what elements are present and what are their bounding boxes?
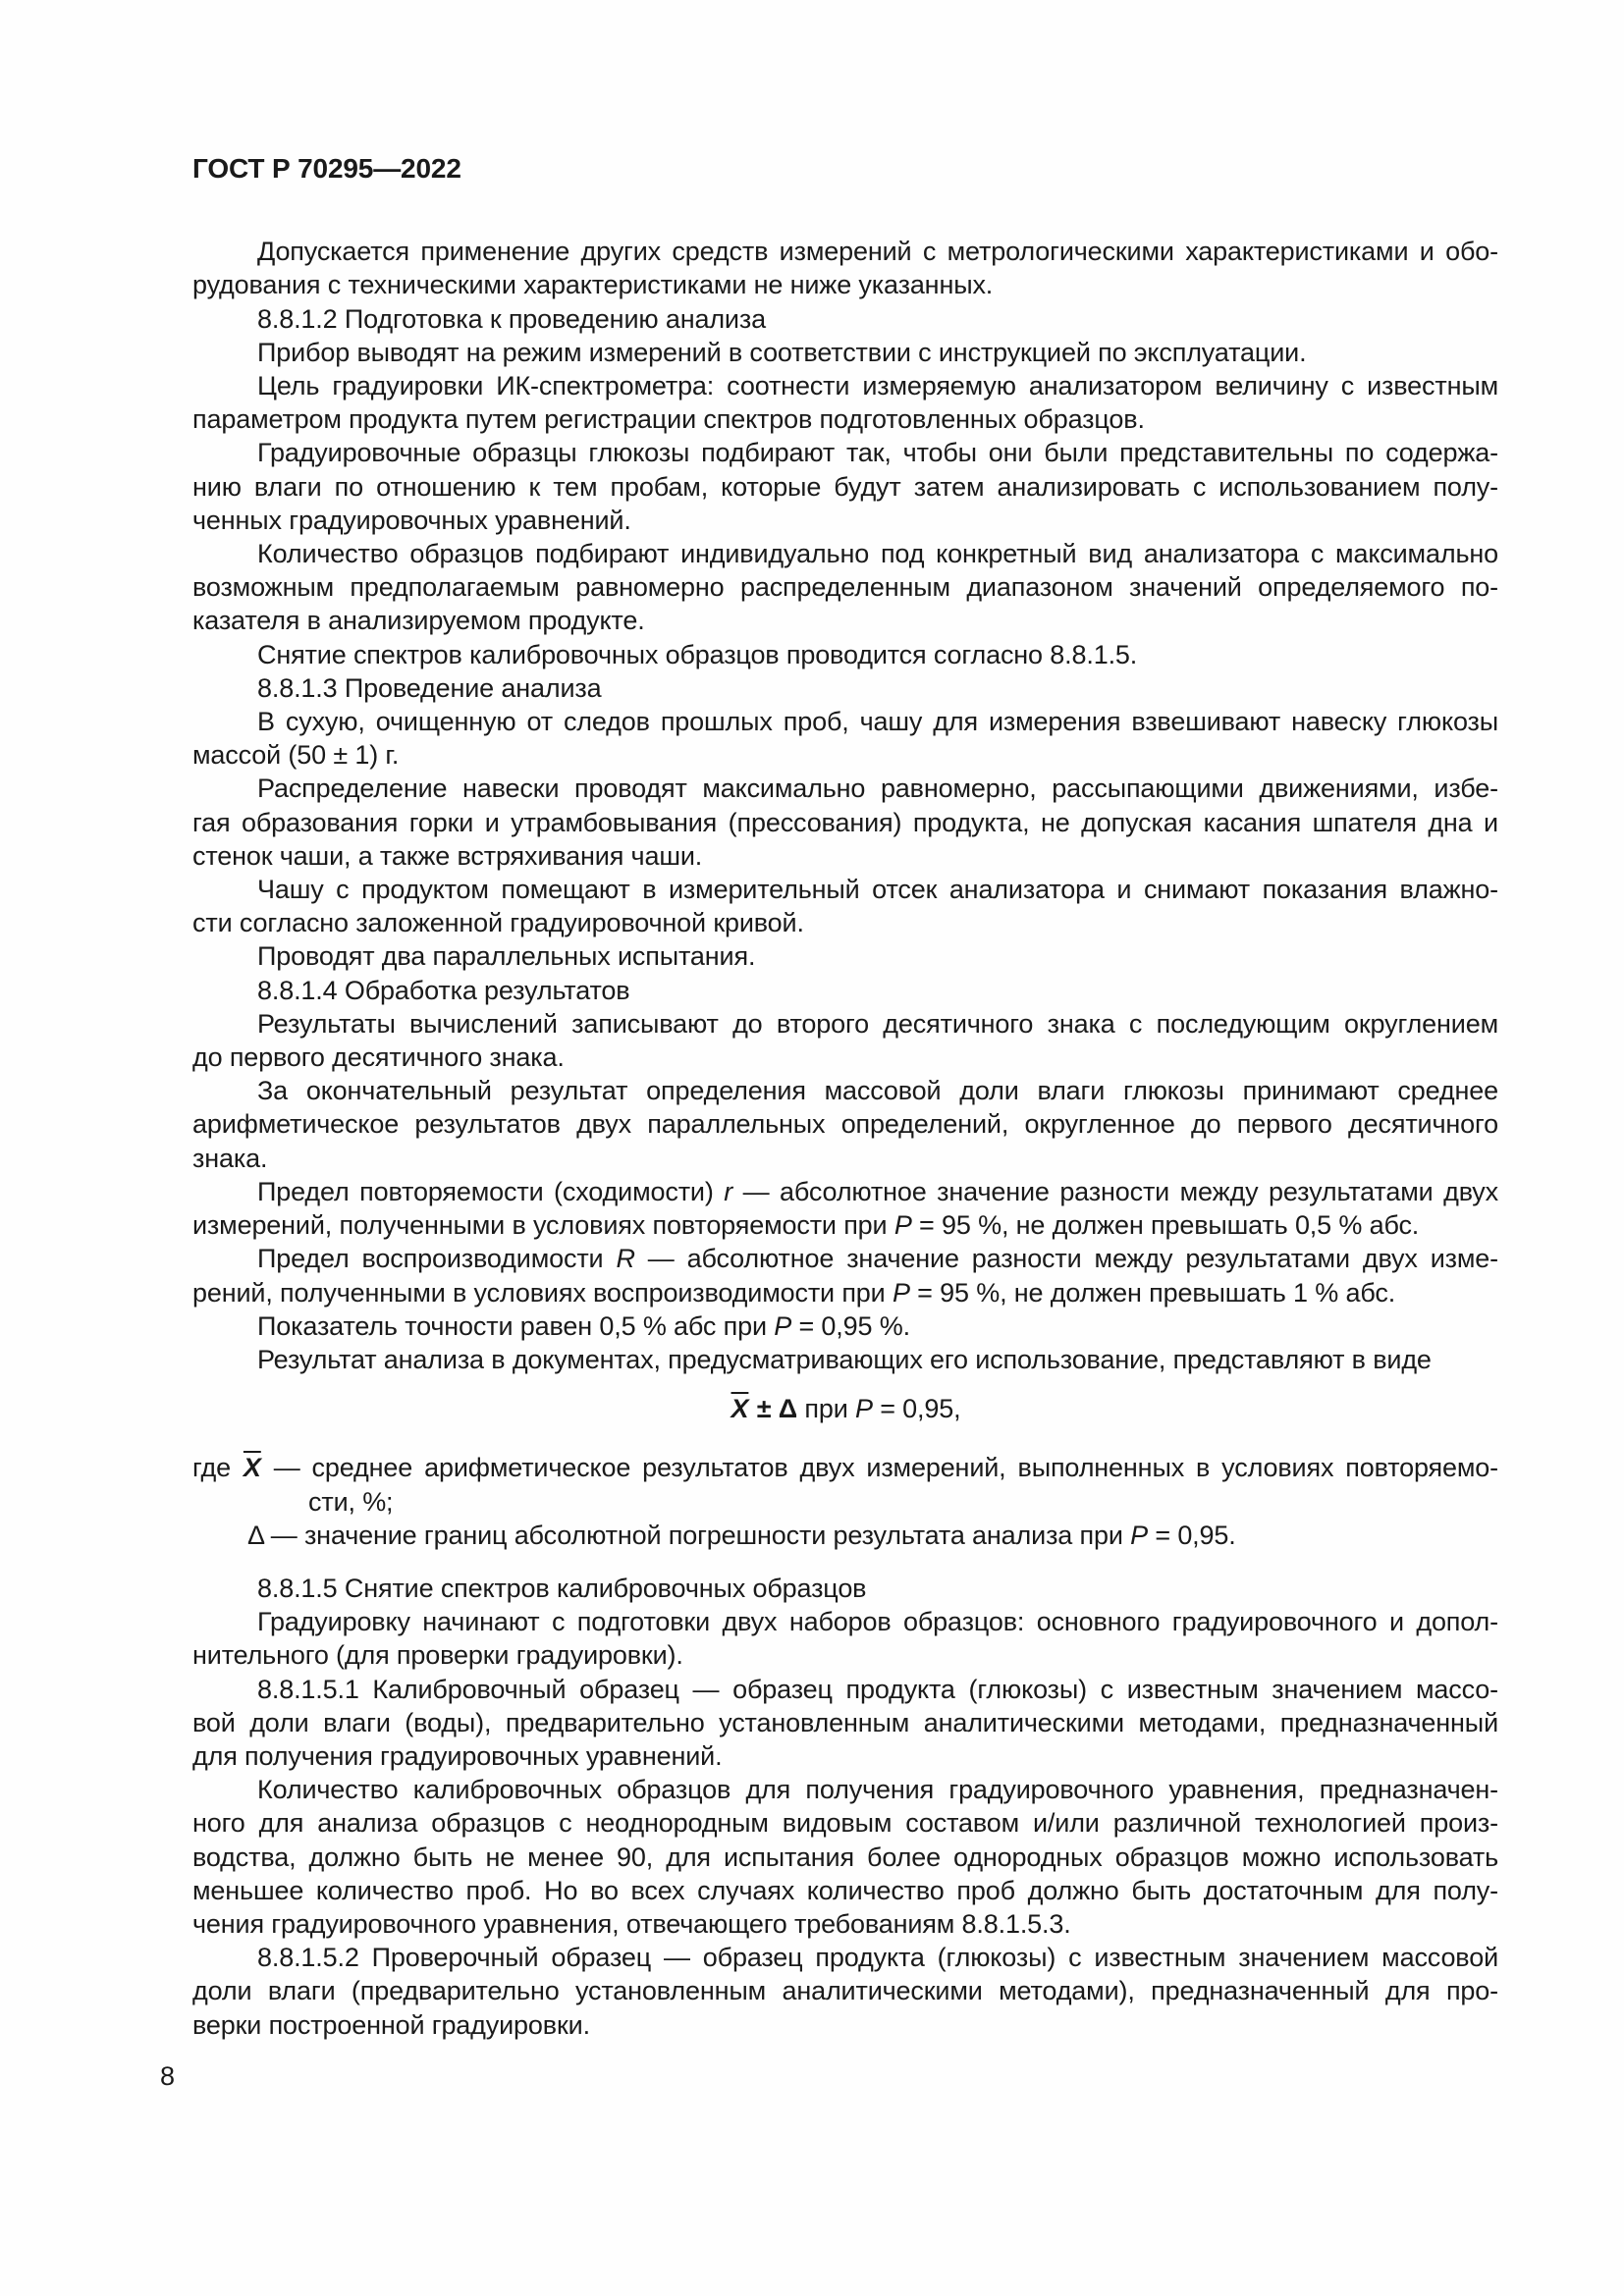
styled-text: P — [855, 1394, 873, 1424]
text-line: Цель градуировки ИК-спектрометра: соотнести измеряемую анализатором величину с известным — [257, 371, 1498, 401]
text-line: 8.8.1.2 Подготовка к проведению анализа — [257, 303, 766, 334]
styled-text: ± Δ — [749, 1394, 798, 1424]
text-line: За окончательный результат определения массовой доли влаги глюкозы принимают среднее — [257, 1076, 1498, 1106]
styled-text: P — [774, 1310, 792, 1341]
text-line: Результат анализа в документах, предусматривающих его использование, представляют в виде — [257, 1344, 1432, 1374]
text-line: 8.8.1.5.2 Проверочный образец — образец продукта (глюкозы) с известным значением массовой — [257, 1943, 1498, 1973]
paragraph — [192, 671, 1498, 705]
paragraph — [192, 873, 1498, 939]
paragraph — [192, 1309, 1498, 1343]
paragraph — [192, 939, 1498, 973]
text-line: Показатель точности равен 0,5 % абс при P = 0,95 %. — [257, 1310, 910, 1341]
paragraph — [192, 638, 1498, 671]
paragraph — [192, 1175, 1498, 1242]
x-bar-symbol: $\overline{X}$ — [243, 1453, 261, 1483]
text-line: 8.8.1.3 Проведение анализа — [257, 672, 602, 703]
paragraph — [192, 1007, 1498, 1074]
text-line: 8.8.1.5 Снятие спектров калибровочных образцов — [257, 1573, 867, 1603]
text-line: возможным предполагаемым равномерно распределенным диапазоном значений определяемого по- — [192, 572, 1498, 603]
text-line: Предел воспроизводимости R — абсолютное значение разности между результатами двух изме- — [257, 1244, 1498, 1274]
text-line: вой доли влаги (воды), предварительно установленным аналитическими методами, предназначенный — [192, 1707, 1498, 1737]
text-line: стенок чаши, а также встряхивания чаши. — [192, 840, 703, 871]
text-line: параметром продукта путем регистрации спектров подготовленных образцов. — [192, 404, 1145, 435]
definition-block — [192, 1451, 1498, 1552]
text-line: массой (50 ± 1) г. — [192, 740, 400, 771]
document-body — [192, 235, 1498, 2042]
text-line: нительного (для проверки градуировки). — [192, 1640, 683, 1671]
text-line: Δ — значение границ абсолютной погрешности результата анализа при P = 0,95. — [247, 1520, 1236, 1550]
text-line: рудования с техническими характеристиками не ниже указанных. — [192, 270, 994, 300]
styled-text: P — [892, 1277, 910, 1308]
text-line: Допускается применение других средств измерений с метрологическими характеристиками и обо- — [257, 237, 1498, 267]
paragraph — [192, 537, 1498, 638]
text-line: измерений, полученными в условиях повторяемости при P = 95 %, не должен превышать 0,5 % абс. — [192, 1210, 1420, 1241]
paragraph — [192, 1673, 1498, 1774]
text-line: казателя в анализируемом продукте. — [192, 606, 645, 636]
document-content — [192, 152, 1498, 2042]
text-line: Количество образцов подбирают индивидуально под конкретный вид анализатора с максимально — [257, 539, 1498, 569]
text-line: гая образования горки и утрамбовывания (прессования) продукта, не допуская касания шпателя дна и — [192, 807, 1498, 837]
text-line: рений, полученными в условиях воспроизводимости при P = 95 %, не должен превышать 1 % абс. — [192, 1277, 1396, 1308]
paragraph — [192, 1242, 1498, 1308]
paragraph — [192, 1572, 1498, 1605]
text-line: 8.8.1.4 Обработка результатов — [257, 975, 630, 1005]
text-line: арифметическое результатов двух параллельных определений, округленное до первого десятичного — [192, 1109, 1498, 1140]
styled-text: R — [616, 1244, 635, 1274]
paragraph — [192, 974, 1498, 1007]
text-line: для получения градуировочных уравнений. — [192, 1740, 723, 1771]
text-line: $\overline{X} \pm \Delta$ при P = 0,95, — [731, 1394, 961, 1424]
text-line: В сухую, очищенную от следов прошлых проб, чашу для измерения взвешивают навеску глюкозы — [257, 707, 1498, 737]
paragraph — [192, 302, 1498, 336]
text-line: Градуировочные образцы глюкозы подбирают так, чтобы они были представительны по содержа- — [257, 438, 1498, 468]
text-line: водства, должно быть не менее 90, для испытания более однородных образцов можно использовать — [192, 1842, 1498, 1872]
text-line: сти согласно заложенной градуировочной кривой. — [192, 908, 804, 938]
x-bar-symbol: $\overline{X}$ — [731, 1394, 749, 1424]
paragraph — [192, 1074, 1498, 1175]
formula-block — [192, 1392, 1498, 1425]
text-line: Количество калибровочных образцов для получения градуировочного уравнения, предназначен- — [257, 1775, 1498, 1805]
text-line: чения градуировочного уравнения, отвечающего требованиям 8.8.1.5.3. — [192, 1908, 1071, 1939]
text-line: Предел повторяемости (сходимости) r — абсолютное значение разности между результатами двух — [257, 1176, 1498, 1206]
standard-number: ГОСТ Р 70295—2022 — [192, 153, 461, 184]
styled-text: P — [893, 1210, 912, 1241]
text-line: Прибор выводят на режим измерений в соответствии с инструкцией по эксплуатации. — [257, 337, 1307, 367]
text-line: 8.8.1.5.1 Калибровочный образец — образец продукта (глюкозы) с известным значением массо- — [257, 1674, 1498, 1704]
text-line: доли влаги (предварительно установленным аналитическими методами), предназначенный для про- — [192, 1976, 1498, 2006]
paragraph — [192, 1343, 1498, 1376]
text-line: Результаты вычислений записывают до второго десятичного знака с последующим округлением — [257, 1008, 1498, 1039]
text-line: ного для анализа образцов с неоднородным видовым составом и/или различной технологией произ- — [192, 1808, 1498, 1839]
styled-text: P — [1130, 1520, 1148, 1550]
paragraph — [192, 1941, 1498, 2042]
text-line: Чашу с продуктом помещают в измерительный отсек анализатора и снимают показания влажно- — [257, 875, 1498, 905]
text-line: Снятие спектров калибровочных образцов проводится согласно 8.8.1.5. — [257, 639, 1138, 669]
styled-text: r — [724, 1176, 733, 1206]
text-line: ченных градуировочных уравнений. — [192, 505, 631, 535]
paragraph — [192, 705, 1498, 772]
page-number: 8 — [160, 2061, 176, 2091]
text-line: до первого десятичного знака. — [192, 1042, 565, 1073]
text-line: верки построенной градуировки. — [192, 2009, 590, 2040]
text-line: знака. — [192, 1143, 268, 1173]
text-line: Распределение навески проводят максимально равномерно, рассыпающими движениями, избе- — [257, 774, 1498, 804]
text-line: нию влаги по отношению к тем пробам, которые будут затем анализировать с использованием полу- — [192, 471, 1498, 502]
text-line: Проводят два параллельных испытания. — [257, 941, 756, 972]
paragraph — [192, 369, 1498, 436]
paragraph — [192, 772, 1498, 873]
text-line: Градуировку начинают с подготовки двух наборов образцов: основного градуировочного и допол- — [257, 1607, 1498, 1637]
text-line: где $\overline{X}$ — среднее арифметическое результатов двух измерений, выполненных в условиях повторяемо- — [192, 1453, 1498, 1483]
paragraph — [192, 336, 1498, 369]
text-line: сти, %; — [308, 1486, 394, 1517]
paragraph — [192, 235, 1498, 301]
paragraph — [192, 1605, 1498, 1672]
text-line: меньшее количество проб. Но во всех случаях количество проб должно быть достаточным для полу- — [192, 1875, 1498, 1905]
paragraph — [192, 436, 1498, 537]
paragraph — [192, 1773, 1498, 1941]
